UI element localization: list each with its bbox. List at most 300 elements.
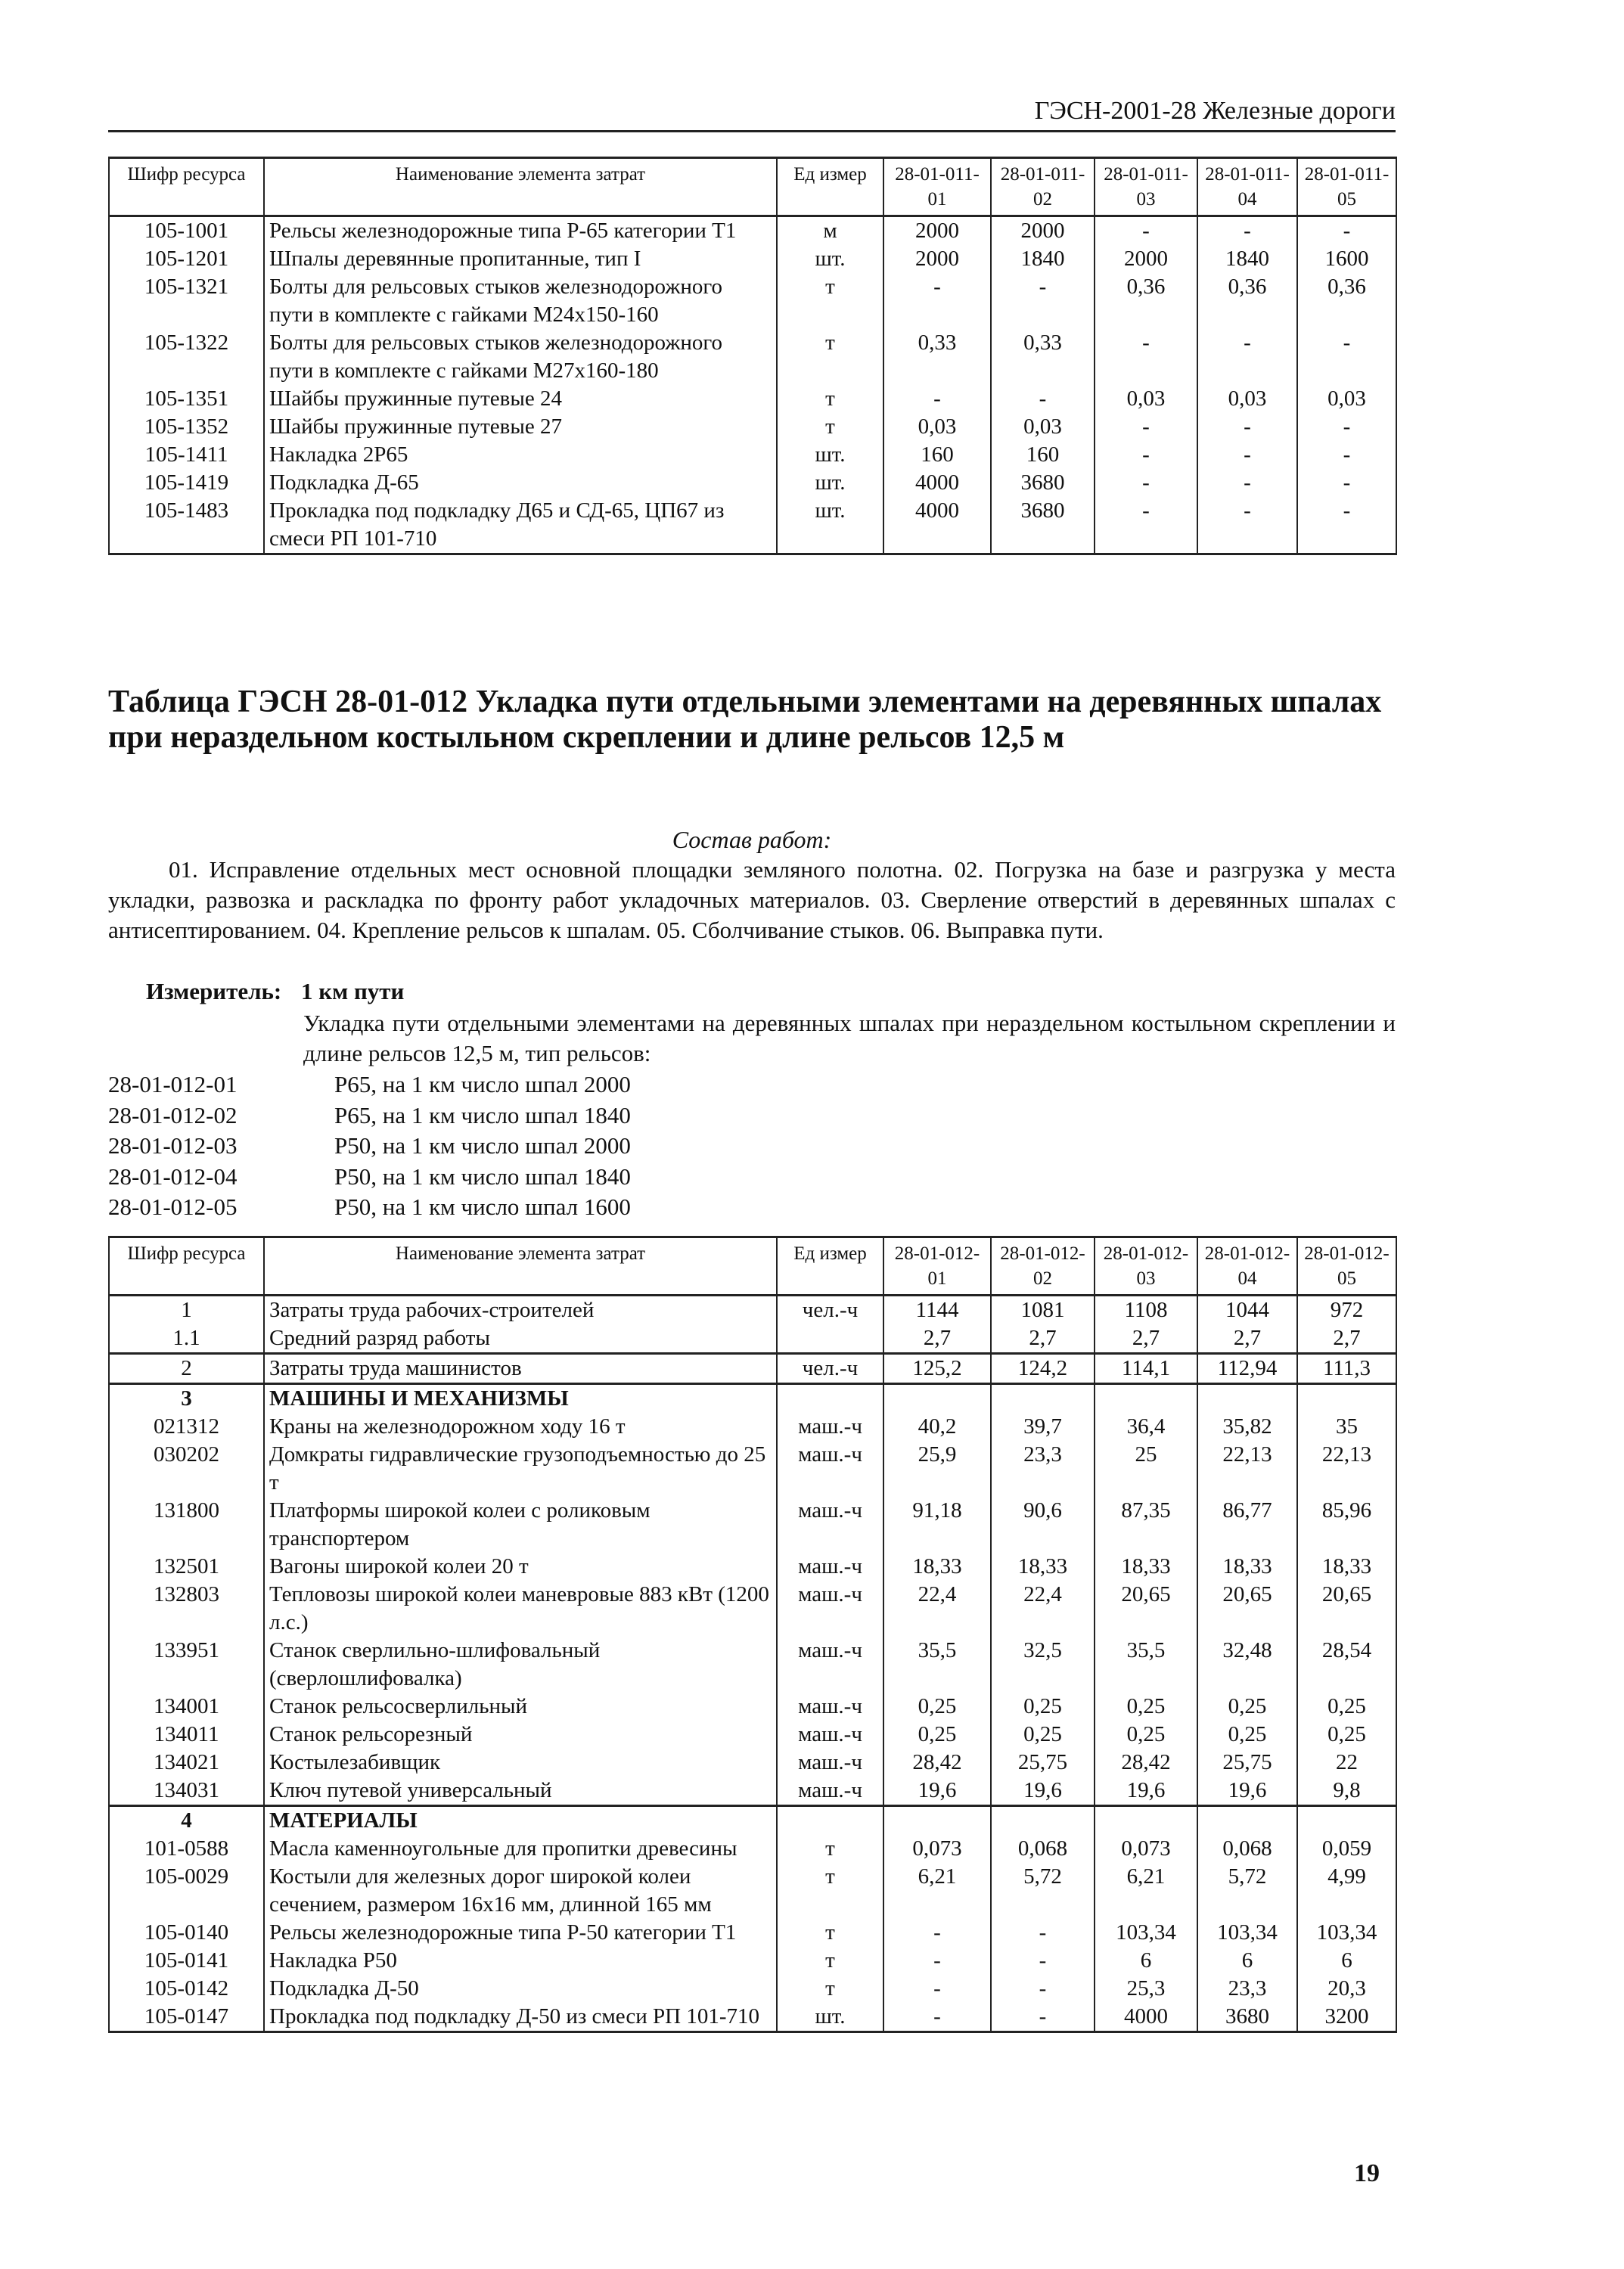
- norm-code: 28-01-012-03: [108, 1132, 238, 1159]
- cell-v5: 0,25: [1297, 1693, 1396, 1721]
- cell-code: 105-0142: [109, 1975, 264, 2003]
- row-group: [109, 1354, 1396, 1384]
- empty-cell: [883, 1806, 991, 1836]
- cell-v1: 2000: [883, 216, 991, 246]
- header-v2: 28-01-012-02: [991, 1237, 1095, 1296]
- norm-code-item: [108, 1131, 631, 1162]
- cell-v2: 0,03: [991, 413, 1095, 441]
- cell-v4: 22,13: [1197, 1441, 1297, 1497]
- cell-unit: шт.: [777, 441, 883, 469]
- cell-v2: 5,72: [991, 1863, 1095, 1919]
- cell-code: 105-1321: [109, 273, 264, 329]
- header-v3: 28-01-012-03: [1095, 1237, 1197, 1296]
- cell-v5: 22,13: [1297, 1441, 1396, 1497]
- cell-name: Прокладка под подкладку Д65 и СД-65, ЦП67 из смеси РП 101-710: [264, 497, 777, 554]
- cell-code: 105-1483: [109, 497, 264, 554]
- cell-unit: маш.-ч: [777, 1497, 883, 1553]
- cell-v1: 0,073: [883, 1835, 991, 1863]
- cell-v1: 0,25: [883, 1721, 991, 1749]
- norm-code: 28-01-012-02: [108, 1101, 238, 1128]
- cell-v3: -: [1095, 497, 1197, 554]
- norm-code: 28-01-012-01: [108, 1071, 238, 1097]
- header-v1: 28-01-012-01: [883, 1237, 991, 1296]
- cell-code: 131800: [109, 1497, 264, 1553]
- cell-code: 105-1201: [109, 245, 264, 273]
- cell-v3: 18,33: [1095, 1553, 1197, 1581]
- table-row: [109, 1835, 1396, 1863]
- table-row: [109, 216, 1396, 246]
- header-v5: 28-01-012-05: [1297, 1237, 1396, 1296]
- cell-v1: 125,2: [883, 1354, 991, 1384]
- running-header: ГЭСН-2001-28 Железные дороги: [108, 97, 1396, 132]
- norm-description: Р65, на 1 км число шпал 1840: [334, 1101, 631, 1128]
- group-number: 3: [109, 1384, 264, 1414]
- cell-v4: -: [1197, 413, 1297, 441]
- table-row: [109, 469, 1396, 497]
- group-title: МАТЕРИАЛЫ: [264, 1806, 777, 1836]
- cell-v1: 91,18: [883, 1497, 991, 1553]
- cell-v3: 0,073: [1095, 1835, 1197, 1863]
- cell-unit: маш.-ч: [777, 1721, 883, 1749]
- cell-code: 132803: [109, 1581, 264, 1637]
- table-row: [109, 1693, 1396, 1721]
- measure-label: Измеритель:: [146, 978, 282, 1004]
- cell-v3: 0,25: [1095, 1693, 1197, 1721]
- page-number: 19: [1354, 2159, 1380, 2187]
- cell-name: Рельсы железнодорожные типа Р-50 категории Т1: [264, 1919, 777, 1947]
- cell-unit: шт.: [777, 2003, 883, 2032]
- cell-v5: 6: [1297, 1947, 1396, 1975]
- cell-v2: -: [991, 385, 1095, 413]
- cell-name: Краны на железнодорожном ходу 16 т: [264, 1413, 777, 1441]
- norm-code: 28-01-012-05: [108, 1193, 238, 1220]
- cell-v5: -: [1297, 329, 1396, 385]
- cell-v5: 4,99: [1297, 1863, 1396, 1919]
- header-v5: 28-01-011-05: [1297, 158, 1396, 216]
- cell-v4: 2,7: [1197, 1324, 1297, 1354]
- table-title-text: Укладка пути отдельными элементами на деревянных шпалах при нераздельном костыльном скреплении и длине рельсов 12,5 м: [108, 684, 1382, 755]
- header-v4: 28-01-011-04: [1197, 158, 1297, 216]
- cell-v2: 23,3: [991, 1441, 1095, 1497]
- cell-v2: -: [991, 1975, 1095, 2003]
- empty-cell: [1197, 1384, 1297, 1414]
- cell-v4: 0,068: [1197, 1835, 1297, 1863]
- cell-v2: 2,7: [991, 1324, 1095, 1354]
- cell-v3: 19,6: [1095, 1777, 1197, 1806]
- cell-v4: 103,34: [1197, 1919, 1297, 1947]
- cell-v1: 6,21: [883, 1863, 991, 1919]
- cell-unit: маш.-ч: [777, 1581, 883, 1637]
- empty-cell: [1297, 1384, 1396, 1414]
- cell-v5: -: [1297, 216, 1396, 246]
- norm-description: Р50, на 1 км число шпал 1840: [334, 1162, 631, 1190]
- cell-v4: 0,03: [1197, 385, 1297, 413]
- cell-v5: 2,7: [1297, 1324, 1396, 1354]
- cell-v2: -: [991, 1919, 1095, 1947]
- table-row: [109, 1749, 1396, 1777]
- cell-v4: 5,72: [1197, 1863, 1297, 1919]
- cell-v3: 25,3: [1095, 1975, 1197, 2003]
- cell-v1: 40,2: [883, 1413, 991, 1441]
- cell-v2: 19,6: [991, 1777, 1095, 1806]
- cell-name: Домкраты гидравлические грузоподъемностью до 25 т: [264, 1441, 777, 1497]
- cell-v4: -: [1197, 469, 1297, 497]
- cell-code: 134031: [109, 1777, 264, 1806]
- cell-name: Станок рельсорезный: [264, 1721, 777, 1749]
- measure-line: [146, 978, 418, 1005]
- cell-v1: -: [883, 2003, 991, 2032]
- empty-cell: [1095, 1806, 1197, 1836]
- table-row: [109, 1497, 1396, 1553]
- cell-v2: 3680: [991, 497, 1095, 554]
- norm-code-item: [108, 1192, 631, 1223]
- cell-unit: шт.: [777, 469, 883, 497]
- section-title: [108, 684, 1396, 756]
- cell-v2: 18,33: [991, 1553, 1095, 1581]
- cell-name: Болты для рельсовых стыков железнодорожного пути в комплекте с гайками М24х150-160: [264, 273, 777, 329]
- norm-code-item: [108, 1100, 631, 1131]
- cell-v3: 0,36: [1095, 273, 1197, 329]
- cell-code: 105-1351: [109, 385, 264, 413]
- table-row: [109, 329, 1396, 385]
- cell-code: 105-0029: [109, 1863, 264, 1919]
- cell-v5: 103,34: [1297, 1919, 1396, 1947]
- table-row: [109, 1413, 1396, 1441]
- cell-code: 134021: [109, 1749, 264, 1777]
- group-title: МАШИНЫ И МЕХАНИЗМЫ: [264, 1384, 777, 1414]
- cell-name: Тепловозы широкой колеи маневровые 883 кВт (1200 л.с.): [264, 1581, 777, 1637]
- cell-v5: 9,8: [1297, 1777, 1396, 1806]
- cell-v2: 124,2: [991, 1354, 1095, 1384]
- cell-v4: 18,33: [1197, 1553, 1297, 1581]
- cell-unit: маш.-ч: [777, 1693, 883, 1721]
- cell-v5: -: [1297, 497, 1396, 554]
- cell-v5: 20,65: [1297, 1581, 1396, 1637]
- table-row: [109, 1863, 1396, 1919]
- table-row: [109, 1919, 1396, 1947]
- cell-v2: 1081: [991, 1296, 1095, 1325]
- cell-name: Болты для рельсовых стыков железнодорожного пути в комплекте с гайками М27х160-180: [264, 329, 777, 385]
- cell-v5: 0,03: [1297, 385, 1396, 413]
- cell-v2: 22,4: [991, 1581, 1095, 1637]
- cell-v4: 0,25: [1197, 1693, 1297, 1721]
- cell-unit: маш.-ч: [777, 1441, 883, 1497]
- row-group: [109, 1384, 1396, 1806]
- cell-unit: чел.-ч: [777, 1296, 883, 1325]
- cell-v2: 3680: [991, 469, 1095, 497]
- group-heading-row: [109, 1806, 1396, 1836]
- cell-v5: 972: [1297, 1296, 1396, 1325]
- measure-value: 1 км пути: [300, 978, 405, 1004]
- empty-cell: [777, 1384, 883, 1414]
- cell-v4: 25,75: [1197, 1749, 1297, 1777]
- cell-unit: маш.-ч: [777, 1777, 883, 1806]
- cell-v2: -: [991, 1947, 1095, 1975]
- cell-name: Прокладка под подкладку Д-50 из смеси РП 101-710: [264, 2003, 777, 2032]
- cell-v1: -: [883, 1975, 991, 2003]
- table-row: [109, 1354, 1396, 1384]
- cell-name: Шайбы пружинные путевые 27: [264, 413, 777, 441]
- header-v1: 28-01-011-01: [883, 158, 991, 216]
- cell-v5: 35: [1297, 1413, 1396, 1441]
- cell-unit: т: [777, 1947, 883, 1975]
- cell-name: Платформы широкой колеи с роликовым транспортером: [264, 1497, 777, 1553]
- header-name: Наименование элемента затрат: [264, 158, 777, 216]
- cell-unit: т: [777, 329, 883, 385]
- cell-code: 134011: [109, 1721, 264, 1749]
- resources-table-012: [108, 1236, 1397, 2033]
- cell-unit: т: [777, 1863, 883, 1919]
- header-code: Шифр ресурса: [109, 158, 264, 216]
- cell-code: 105-1352: [109, 413, 264, 441]
- empty-cell: [777, 1806, 883, 1836]
- cell-v4: -: [1197, 329, 1297, 385]
- cell-unit: маш.-ч: [777, 1413, 883, 1441]
- cell-name: Затраты труда рабочих-строителей: [264, 1296, 777, 1325]
- cell-v4: -: [1197, 497, 1297, 554]
- empty-cell: [1197, 1806, 1297, 1836]
- cell-v4: 86,77: [1197, 1497, 1297, 1553]
- cell-v1: 2,7: [883, 1324, 991, 1354]
- cell-v1: -: [883, 1919, 991, 1947]
- header-v3: 28-01-011-03: [1095, 158, 1197, 216]
- cell-code: 105-1001: [109, 216, 264, 246]
- cell-name: Затраты труда машинистов: [264, 1354, 777, 1384]
- cell-v3: 4000: [1095, 2003, 1197, 2032]
- cell-code: 134001: [109, 1693, 264, 1721]
- cell-v3: 28,42: [1095, 1749, 1197, 1777]
- cell-v1: 0,33: [883, 329, 991, 385]
- cell-v5: 3200: [1297, 2003, 1396, 2032]
- norm-intro: Укладка пути отдельными элементами на деревянных шпалах при нераздельном костыльном скреплении и длине рельсов 12,5 м, тип рельсов:: [303, 1010, 1396, 1066]
- table-row: [109, 1296, 1396, 1325]
- cell-code: 105-0141: [109, 1947, 264, 1975]
- cell-v3: 0,03: [1095, 385, 1197, 413]
- cell-code: 133951: [109, 1637, 264, 1693]
- cell-v1: 18,33: [883, 1553, 991, 1581]
- cell-v4: 3680: [1197, 2003, 1297, 2032]
- group-number: 4: [109, 1806, 264, 1836]
- cell-v4: 0,25: [1197, 1721, 1297, 1749]
- cell-code: 105-1322: [109, 329, 264, 385]
- cell-v5: 85,96: [1297, 1497, 1396, 1553]
- cell-unit: т: [777, 1975, 883, 2003]
- cell-v1: 160: [883, 441, 991, 469]
- cell-code: 105-1411: [109, 441, 264, 469]
- row-group: [109, 1296, 1396, 1354]
- cell-v3: 1108: [1095, 1296, 1197, 1325]
- header-name: Наименование элемента затрат: [264, 1237, 777, 1296]
- norm-code-list: [108, 1069, 631, 1223]
- norm-code: 28-01-012-04: [108, 1162, 238, 1190]
- cell-v1: 2000: [883, 245, 991, 273]
- cell-v2: 0,33: [991, 329, 1095, 385]
- header-v2: 28-01-011-02: [991, 158, 1095, 216]
- header-unit: Ед измер: [777, 158, 883, 216]
- cell-v4: 20,65: [1197, 1581, 1297, 1637]
- empty-cell: [1297, 1806, 1396, 1836]
- cell-v1: 28,42: [883, 1749, 991, 1777]
- cell-unit: т: [777, 273, 883, 329]
- cell-code: 132501: [109, 1553, 264, 1581]
- cell-name: Вагоны широкой колеи 20 т: [264, 1553, 777, 1581]
- table-row: [109, 245, 1396, 273]
- norm-description: Р50, на 1 км число шпал 1600: [334, 1193, 631, 1220]
- cell-v3: 87,35: [1095, 1497, 1197, 1553]
- table-row: [109, 1324, 1396, 1354]
- cell-v3: -: [1095, 216, 1197, 246]
- cell-v1: 4000: [883, 497, 991, 554]
- cell-name: Костыли для железных дорог широкой колеи сечением, размером 16х16 мм, длинной 165 мм: [264, 1863, 777, 1919]
- cell-unit: м: [777, 216, 883, 246]
- cell-v3: 36,4: [1095, 1413, 1197, 1441]
- empty-cell: [991, 1384, 1095, 1414]
- cell-v1: -: [883, 385, 991, 413]
- cell-unit: т: [777, 1835, 883, 1863]
- cell-v5: 0,059: [1297, 1835, 1396, 1863]
- cell-unit: [777, 1324, 883, 1354]
- cell-name: Костылезабивщик: [264, 1749, 777, 1777]
- cell-v1: 25,9: [883, 1441, 991, 1497]
- cell-v3: -: [1095, 329, 1197, 385]
- cell-v3: 2000: [1095, 245, 1197, 273]
- table-row: [109, 2003, 1396, 2032]
- cell-unit: маш.-ч: [777, 1637, 883, 1693]
- cell-v3: 2,7: [1095, 1324, 1197, 1354]
- norm-code-item: [108, 1162, 631, 1193]
- cell-v3: -: [1095, 469, 1197, 497]
- cell-v1: 1144: [883, 1296, 991, 1325]
- header-code: Шифр ресурса: [109, 1237, 264, 1296]
- table-row: [109, 441, 1396, 469]
- cell-name: Шпалы деревянные пропитанные, тип I: [264, 245, 777, 273]
- cell-v1: 4000: [883, 469, 991, 497]
- cell-v5: -: [1297, 413, 1396, 441]
- cell-v5: 20,3: [1297, 1975, 1396, 2003]
- norm-description: Р50, на 1 км число шпал 2000: [334, 1132, 631, 1159]
- cell-code: 1.1: [109, 1324, 264, 1354]
- cell-name: Накладка Р50: [264, 1947, 777, 1975]
- cell-v4: 19,6: [1197, 1777, 1297, 1806]
- cell-v1: 0,03: [883, 413, 991, 441]
- cell-v2: 39,7: [991, 1413, 1095, 1441]
- cell-name: Масла каменноугольные для пропитки древесины: [264, 1835, 777, 1863]
- norm-description: Р65, на 1 км число шпал 2000: [334, 1071, 631, 1097]
- cell-v1: 22,4: [883, 1581, 991, 1637]
- table-row: [109, 1441, 1396, 1497]
- table-body: [109, 216, 1396, 554]
- cell-v1: 0,25: [883, 1693, 991, 1721]
- cell-v5: -: [1297, 469, 1396, 497]
- cell-v4: 1840: [1197, 245, 1297, 273]
- cell-v2: 25,75: [991, 1749, 1095, 1777]
- table-row: [109, 1581, 1396, 1637]
- cell-name: Подкладка Д-50: [264, 1975, 777, 2003]
- cell-v3: 6: [1095, 1947, 1197, 1975]
- cell-name: Станок сверлильно-шлифовальный (сверлошлифовалка): [264, 1637, 777, 1693]
- cell-v4: 6: [1197, 1947, 1297, 1975]
- table-row: [109, 1721, 1396, 1749]
- cell-unit: т: [777, 413, 883, 441]
- table-header-row: [109, 158, 1396, 216]
- cell-v4: -: [1197, 216, 1297, 246]
- header-unit: Ед измер: [777, 1237, 883, 1296]
- group-heading-row: [109, 1384, 1396, 1414]
- cell-name: Станок рельсосверлильный: [264, 1693, 777, 1721]
- cell-v1: -: [883, 273, 991, 329]
- cell-unit: т: [777, 1919, 883, 1947]
- cell-v3: -: [1095, 441, 1197, 469]
- table-row: [109, 385, 1396, 413]
- cell-code: 2: [109, 1354, 264, 1384]
- cell-v3: 103,34: [1095, 1919, 1197, 1947]
- cell-v5: 22: [1297, 1749, 1396, 1777]
- cell-v3: -: [1095, 413, 1197, 441]
- cell-v3: 25: [1095, 1441, 1197, 1497]
- cell-name: Средний разряд работы: [264, 1324, 777, 1354]
- cell-name: Шайбы пружинные путевые 24: [264, 385, 777, 413]
- cell-unit: маш.-ч: [777, 1749, 883, 1777]
- cell-v1: 35,5: [883, 1637, 991, 1693]
- cell-v4: 0,36: [1197, 273, 1297, 329]
- cell-v2: 0,25: [991, 1693, 1095, 1721]
- cell-v1: 19,6: [883, 1777, 991, 1806]
- cell-unit: маш.-ч: [777, 1553, 883, 1581]
- table-row: [109, 1637, 1396, 1693]
- cell-v2: 0,25: [991, 1721, 1095, 1749]
- cell-v2: 1840: [991, 245, 1095, 273]
- table-row: [109, 1777, 1396, 1806]
- cell-v2: 2000: [991, 216, 1095, 246]
- cell-unit: шт.: [777, 245, 883, 273]
- cell-v4: 35,82: [1197, 1413, 1297, 1441]
- table-header-row: [109, 1237, 1396, 1296]
- cell-code: 105-0147: [109, 2003, 264, 2032]
- cell-unit: чел.-ч: [777, 1354, 883, 1384]
- empty-cell: [1095, 1384, 1197, 1414]
- cell-v5: 0,25: [1297, 1721, 1396, 1749]
- resources-table-011: [108, 157, 1397, 555]
- cell-v5: 0,36: [1297, 273, 1396, 329]
- cell-v5: 18,33: [1297, 1553, 1396, 1581]
- cell-v1: -: [883, 1947, 991, 1975]
- cell-v2: 0,068: [991, 1835, 1095, 1863]
- table-row: [109, 497, 1396, 554]
- cell-v4: 32,48: [1197, 1637, 1297, 1693]
- cell-v2: 160: [991, 441, 1095, 469]
- cell-v3: 20,65: [1095, 1581, 1197, 1637]
- cell-code: 030202: [109, 1441, 264, 1497]
- cell-name: Рельсы железнодорожные типа Р-65 категории Т1: [264, 216, 777, 246]
- cell-v3: 6,21: [1095, 1863, 1197, 1919]
- cell-v4: 1044: [1197, 1296, 1297, 1325]
- table-row: [109, 1947, 1396, 1975]
- cell-v2: -: [991, 273, 1095, 329]
- cell-name: Ключ путевой универсальный: [264, 1777, 777, 1806]
- norm-code-item: [108, 1069, 631, 1100]
- cell-v4: 112,94: [1197, 1354, 1297, 1384]
- cell-v2: -: [991, 2003, 1095, 2032]
- row-group: [109, 1806, 1396, 2032]
- cell-v4: -: [1197, 441, 1297, 469]
- composition-label: Состав работ:: [672, 826, 832, 853]
- table-row: [109, 273, 1396, 329]
- cell-v2: 32,5: [991, 1637, 1095, 1693]
- cell-code: 1: [109, 1296, 264, 1325]
- cell-v5: -: [1297, 441, 1396, 469]
- cell-unit: т: [777, 385, 883, 413]
- composition-text: 01. Исправление отдельных мест основной площадки земляного полотна. 02. Погрузка на базе и разгрузка у места укладки, развозка и раскладка по фронту работ укладочных материалов. 03. Сверление отверстий в деревянных шпалах с антисептированием. 04. Крепление рельсов к шпалам. 05. Сболчивание стыков. 06. Выправка пути.: [108, 856, 1396, 943]
